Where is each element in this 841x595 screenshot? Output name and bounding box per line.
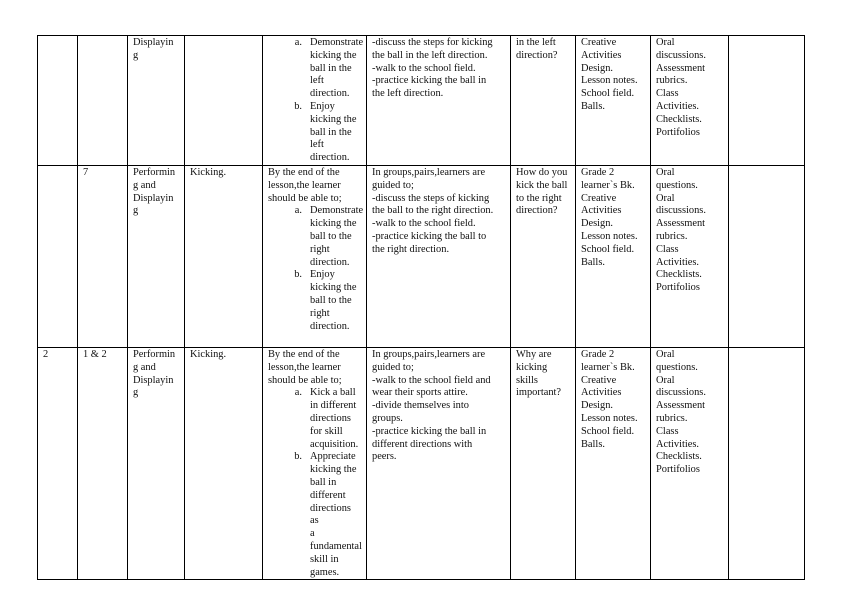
- objectives-list: [268, 37, 362, 165]
- assessment-cell: Oral questions. Oral discussions. Assessment rubrics. Class Activities. Checklists. Portifolios: [651, 165, 729, 347]
- objectives-cell: [263, 165, 367, 347]
- objectives-intro: By the end of the lesson,the learner should be able to;: [268, 348, 342, 386]
- remarks-cell: [729, 347, 805, 579]
- inquiry-question-cell: Why are kicking skills important?: [511, 347, 576, 579]
- table-row: [38, 165, 805, 347]
- sub-strand-cell: Kicking.: [185, 347, 263, 579]
- objective-marker: b.: [294, 269, 302, 281]
- strand-cell: Performin g and Displayin g: [128, 347, 185, 579]
- lesson-cell: 1 & 2: [78, 347, 128, 579]
- objectives-cell: [263, 36, 367, 166]
- learning-experiences-cell: In groups,pairs,learners are guided to; -discuss the steps of kicking the ball to the right direction. -walk to the school field. -practice kicking the ball to the right direction.: [367, 165, 511, 347]
- resources-cell: Grade 2 learner`s Bk. Creative Activities Design. Lesson notes. School field. Balls.: [576, 347, 651, 579]
- learning-experiences-cell: -discuss the steps for kicking the ball in the left direction. -walk to the school field. -practice kicking the ball in the left direction.: [367, 36, 511, 166]
- strand-cell: Displayin g: [128, 36, 185, 166]
- objectives-list: [268, 205, 362, 333]
- objectives-cell: [263, 347, 367, 579]
- assessment-cell: Oral discussions. Assessment rubrics. Class Activities. Checklists. Portifolios: [651, 36, 729, 166]
- objective-text: Kick a ball in different directions for skill acquisition.: [310, 387, 359, 450]
- week-cell: 2: [38, 347, 78, 579]
- lesson-plan-table: [37, 35, 805, 580]
- sub-strand-cell: Kicking.: [185, 165, 263, 347]
- objective-marker: b.: [294, 451, 302, 463]
- assessment-cell: Oral questions. Oral discussions. Assessment rubrics. Class Activities. Checklists. Portifolios: [651, 347, 729, 579]
- resources-cell: Creative Activities Design. Lesson notes. School field. Balls.: [576, 36, 651, 166]
- objective-item: [268, 37, 362, 101]
- remarks-cell: [729, 36, 805, 166]
- learning-experiences-cell: In groups,pairs,learners are guided to; -walk to the school field and wear their sports attire. -divide themselves into groups. -practice kicking the ball in different directions with peers.: [367, 347, 511, 579]
- objective-text: Demonstrate kicking the ball in the left direction.: [310, 37, 364, 100]
- objectives-intro: By the end of the lesson,the learner should be able to;: [268, 166, 342, 204]
- week-cell: [38, 165, 78, 347]
- lesson-cell: [78, 36, 128, 166]
- objective-item: [268, 269, 362, 333]
- lesson-cell: 7: [78, 165, 128, 347]
- objective-marker: a.: [294, 205, 302, 217]
- table-row: [38, 347, 805, 579]
- table-row: [38, 36, 805, 166]
- strand-cell: Performin g and Displayin g: [128, 165, 185, 347]
- objective-marker: a.: [294, 37, 302, 48]
- objective-marker: b.: [294, 100, 302, 112]
- objective-text: Demonstrate kicking the ball to the right direction.: [310, 205, 364, 268]
- sub-strand-cell: [185, 36, 263, 166]
- resources-cell: Grade 2 learner`s Bk. Creative Activities Design. Lesson notes. School field. Balls.: [576, 165, 651, 347]
- objective-item: [268, 387, 362, 451]
- objective-item: [268, 101, 362, 165]
- objective-marker: a.: [294, 387, 302, 399]
- remarks-cell: [729, 165, 805, 347]
- objective-text: Appreciate kicking the ball in different directions as a fundamental skill in games.: [310, 451, 362, 578]
- inquiry-question-cell: in the left direction?: [511, 36, 576, 166]
- inquiry-question-cell: How do you kick the ball to the right direction?: [511, 165, 576, 347]
- objective-item: [268, 205, 362, 269]
- week-cell: [38, 36, 78, 166]
- objective-text: Enjoy kicking the ball to the right direction.: [310, 269, 357, 332]
- objective-item: [268, 451, 362, 579]
- objectives-list: [268, 387, 362, 579]
- objective-text: Enjoy kicking the ball in the left direction.: [310, 100, 357, 164]
